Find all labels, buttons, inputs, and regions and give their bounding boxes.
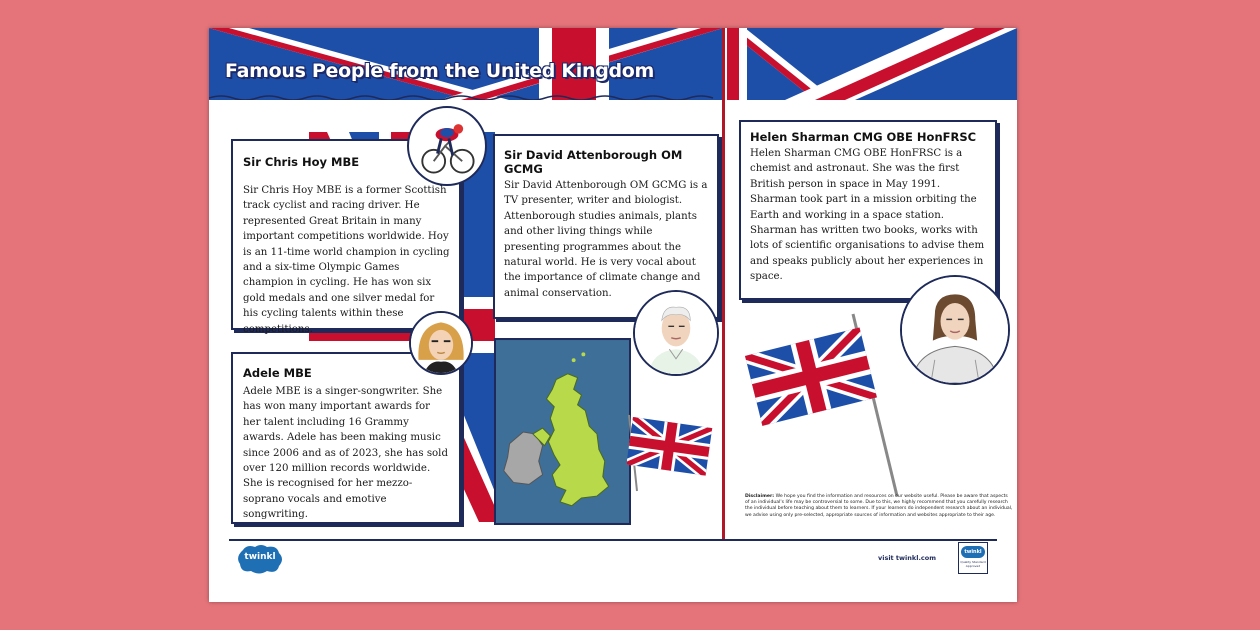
chris-hoy-heading: Sir Chris Hoy MBE (243, 155, 360, 169)
footer-divider (229, 539, 997, 541)
left-page (209, 28, 723, 602)
quality-badge (958, 542, 988, 574)
union-jack-flag (627, 413, 717, 493)
adele-portrait (409, 311, 473, 375)
attenborough-heading: Sir David Attenborough OM GCMG (504, 148, 683, 176)
visit-link[interactable]: visit twinkl.com (878, 554, 937, 562)
twinkl-logo-text: twinkl (244, 552, 276, 562)
sharman-heading: Helen Sharman CMG OBE HonFRSC (750, 130, 977, 144)
sharman-text: Helen Sharman CMG OBE HonFRSC is a chemist and astronaut. She was the first British person in space in May 1991. Sharman took part in a mission orbiting the Earth and working in a space station. Sharman has written two books, works with lots of scientific organisations to advise them and speaks publicly about her experiences in space. (750, 148, 985, 283)
page-title: Famous People from the United Kingdom (225, 60, 655, 82)
chris-hoy-text: Sir Chris Hoy MBE is a former Scottish track cyclist and racing driver. He represented Great Britain in many important competitions worldwide. Hoy is an 11-time world champion in cycling and a six-time Olympic Games champion in cycling. He has won six gold medals and one silver medal for his cycling talents within these competitions. (243, 185, 450, 335)
attenborough-text: Sir David Attenborough OM GCMG is a TV presenter, writer and biologist. Attenborough studies animals, plants and other living things while presenting programmes about the natural world. He is very vocal about the importance of climate change and animal conservation. (504, 180, 708, 299)
worksheet (209, 28, 1017, 602)
disclaimer-text: We hope you find the information and resources on our website useful. Please be aware that aspects of an individual's life may be controversial to some. Due to this, we highly recommend that you carefully research the individual before teaching about them to learners. If your learners do independent research about an individual, we advise using only pre-selected, appropriate sources of information and websites appropriate to their age. (745, 494, 1013, 518)
twinkl-logo[interactable] (237, 544, 283, 574)
badge-logo: twinkl (961, 546, 985, 558)
adele-card (231, 352, 461, 524)
right-page (725, 28, 1017, 602)
adele-text: Adele MBE is a singer-songwriter. She has won many important awards for her talent including 16 Grammy awards. Adele has been making music since 2006 and as of 2023, she has sold over 120 million records worldwide. She is recognised for her mezzo-soprano vocals and emotive songwriting. (243, 386, 448, 521)
header-flag-banner-right (725, 28, 1017, 100)
cyclist-portrait (407, 106, 487, 186)
large-union-jack-flag (739, 310, 929, 500)
sharman-card (739, 120, 997, 300)
adele-heading: Adele MBE (243, 366, 312, 380)
attenborough-portrait (633, 290, 719, 376)
badge-text: Quality Standard Approved (960, 560, 986, 568)
uk-map (494, 338, 631, 525)
disclaimer-label: Disclaimer: (745, 494, 775, 499)
disclaimer (745, 494, 1013, 519)
